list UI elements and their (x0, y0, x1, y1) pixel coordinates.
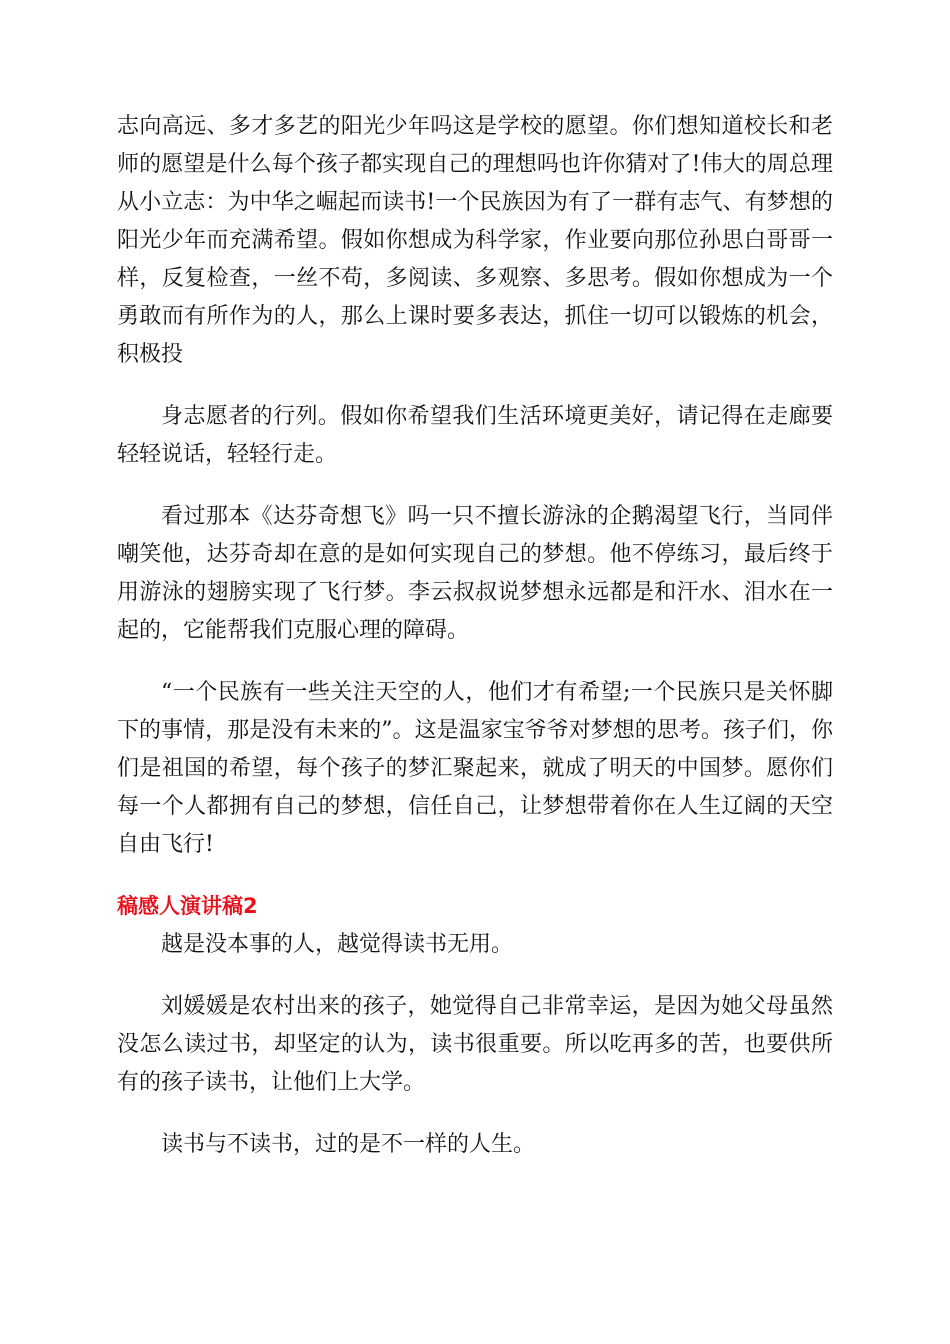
paragraph-3: 看过那本《达芬奇想飞》吗一只不擅长游泳的企鹅渴望飞行，当同伴嘲笑他，达芬奇却在意的是如何实现自己的梦想。他不停练习，最后终于用游泳的翅膀实现了飞行梦。李云叔叔说梦想永远都是和汗水、泪水在一起的，它能帮我们克服心理的障碍。 (117, 504, 833, 643)
paragraph-2: 身志愿者的行列。假如你希望我们生活环境更美好，请记得在走廊要轻轻说话，轻轻行走。 (117, 404, 833, 467)
document-body (117, 108, 833, 1188)
section-heading: 稿感人演讲稿2 (117, 894, 258, 918)
paragraph-5: 越是没本事的人，越觉得读书无用。 (161, 932, 514, 957)
paragraph-4: “一个民族有一些关注天空的人，他们才有希望;一个民族只是关怀脚下的事情，那是没有未来的”。这是温家宝爷爷对梦想的思考。孩子们，你们是祖国的希望，每个孩子的梦汇聚起来，就成了明天的中国梦。愿你们每一个人都拥有自己的梦想，信任自己，让梦想带着你在人生辽阔的天空自由飞行! (117, 680, 833, 857)
paragraph-6: 刘媛媛是农村出来的孩子，她觉得自己非常幸运，是因为她父母虽然没怎么读过书，却坚定的认为，读书很重要。所以吃再多的苦，也要供所有的孩子读书，让他们上大学。 (117, 994, 833, 1095)
paragraph-1: 志向高远、多才多艺的阳光少年吗这是学校的愿望。你们想知道校长和老师的愿望是什么每个孩子都实现自己的理想吗也许你猜对了!伟大的周总理从小立志：为中华之崛起而读书!一个民族因为有了一群有志气、有梦想的阳光少年而充满希望。假如你想成为科学家，作业要向那位孙思白哥哥一样，反复检查，一丝不苟，多阅读、多观察、多思考。假如你想成为一个勇敢而有所作为的人，那么上课时要多表达，抓住一切可以锻炼的机会，积极投 (117, 114, 833, 367)
paragraph-7: 读书与不读书，过的是不一样的人生。 (161, 1132, 536, 1157)
